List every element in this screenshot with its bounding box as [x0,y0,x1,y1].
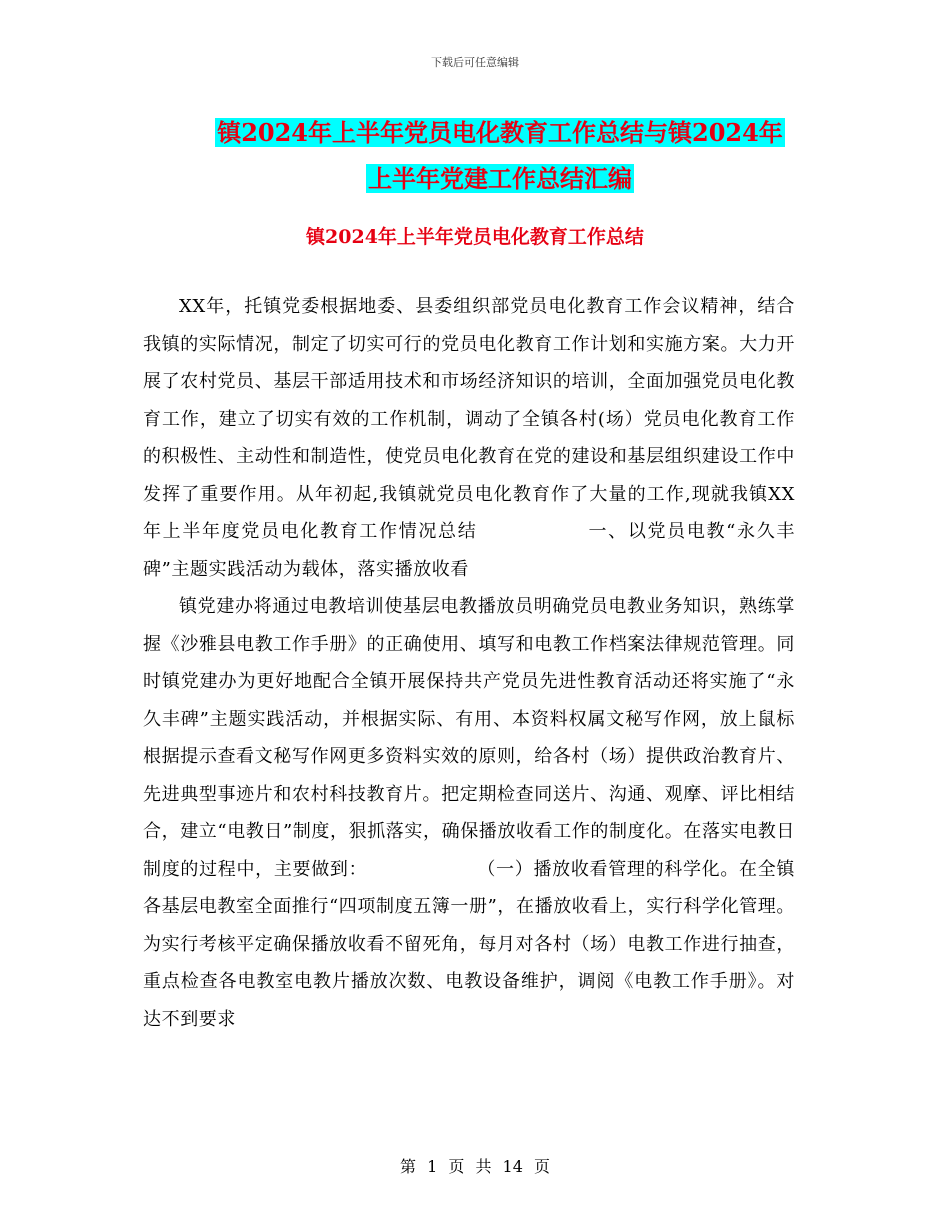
paragraph-2 [143,588,795,1038]
paragraph-1 [143,288,795,588]
paragraph-2-subheading: （一）播放收看管理的科学化。在全镇各基层电教室全面推行“四项制度五簿一册”，在播放收看上，实行科学化管理。为实行考核平定确保播放收看不留死角，每月对各村（场）电教工作进行抽查，重点检查各电教室电教片播放次数、电教设备维护，调阅《电教工作手册》。对达不到要求 [143,858,796,1030]
document-title-line2: 上半年党建工作总结汇编 [368,164,632,193]
paragraph-2-text: 镇党建办将通过电教培训使基层电教播放员明确党员电教业务知识，熟练掌握《沙雅县电教工作手册》的正确使用、填写和电教工作档案法律规范管理。同时镇党建办为更好地配合全镇开展保持共产党员先进性教育活动还将实施了“永久丰碑”主题实践活动，并根据实际、有用、本资料权属文秘写作网，放上鼠标根据提示查看文秘写作网更多资料实效的原则，给各村（场）提供政治教育片、先进典型事迹片和农村科技教育片。把定期检查同送片、沟通、观摩、评比相结合，建立“电教日”制度，狠抓落实，确保播放收看工作的制度化。在落实电教日制度的过程中，主要做到： [143,596,796,880]
paragraph-1-heading: 一、以党员电教“永久丰碑”主题实践活动为载体，落实播放收看 [143,521,795,580]
document-body [143,288,795,1038]
header-note: 下载后可任意编辑 [431,56,519,69]
document-title-line1: 镇2024年上半年党员电化教育工作总结与镇2024年 [217,118,783,147]
section-title: 镇2024年上半年党员电化教育工作总结 [306,226,644,248]
paragraph-1-text: XX年，托镇党委根据地委、县委组织部党员电化教育工作会议精神，结合我镇的实际情况，制定了切实可行的党员电化教育工作计划和实施方案。大力开展了农村党员、基层干部适用技术和市场经济知识的培训，全面加强党员电化教育工作，建立了切实有效的工作机制，调动了全镇各村(场）党员电化教育工作的积极性、主动性和制造性，使党员电化教育在党的建设和基层组织建设工作中发挥了重要作用。从年初起,我镇就党员电化教育作了大量的工作,现就我镇XX年上半年度党员电化教育工作情况总结 [143,296,795,542]
page-footer: 第 1 页 共 14 页 [400,1157,550,1176]
document-title [140,110,860,202]
